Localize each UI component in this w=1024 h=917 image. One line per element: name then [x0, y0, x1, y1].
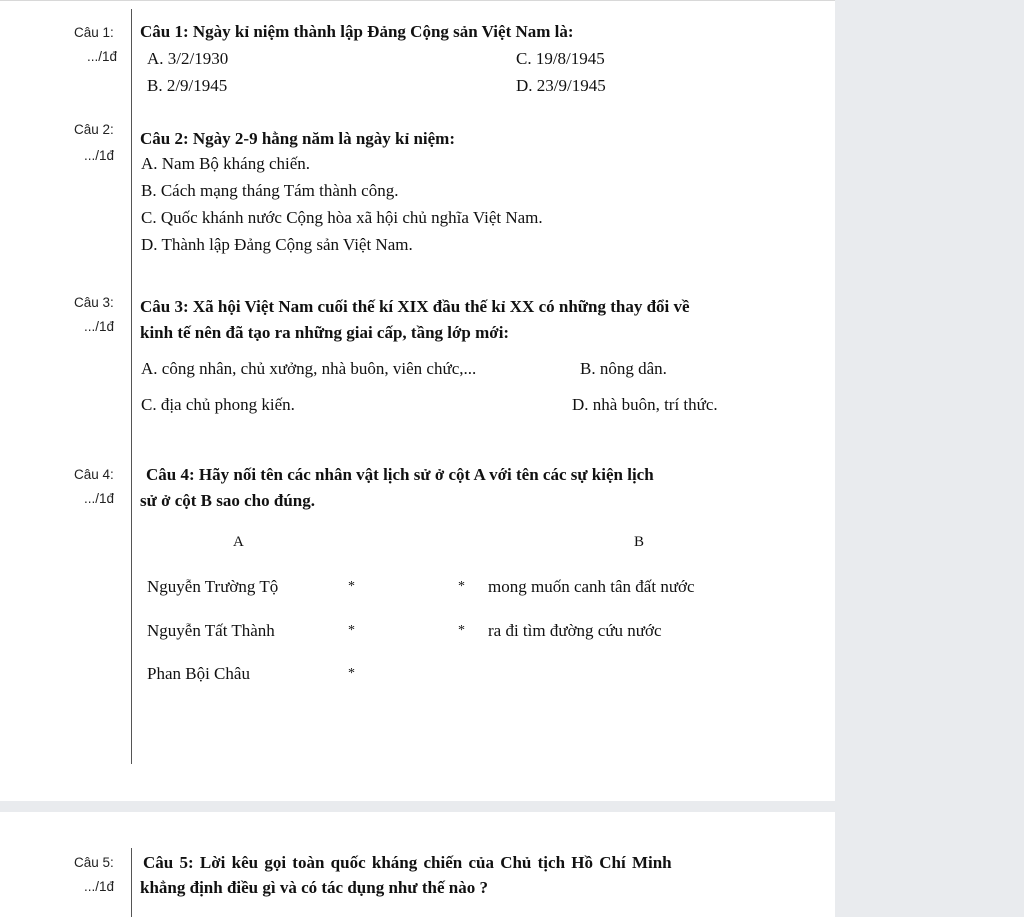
match-point-a1[interactable]: * [348, 579, 355, 594]
q3-number: Câu 3: [74, 295, 114, 310]
margin-line [131, 9, 132, 764]
name-item: Nguyễn Tất Thành [147, 621, 275, 640]
q3-option-d: D. nhà buôn, trí thức. [572, 395, 718, 414]
q5-number: Câu 5: [74, 855, 114, 870]
q4-title-line1: Câu 4: Hãy nối tên các nhân vật lịch sử ở cột A với tên các sự kiện lịch [146, 465, 654, 484]
event-item: ra đi tìm đường cứu nước [488, 621, 662, 640]
column-b-header: B [634, 534, 645, 550]
q1-option-d: D. 23/9/1945 [516, 76, 606, 95]
q3-title-line1: Câu 3: Xã hội Việt Nam cuối thế kí XIX đầu thế kỉ XX có những thay đổi về [140, 297, 690, 316]
q2-option-c: C. Quốc khánh nước Cộng hòa xã hội chủ nghĩa Việt Nam. [141, 208, 543, 227]
q3-option-c: C. địa chủ phong kiến. [141, 395, 295, 414]
q5-score: .../1đ [84, 879, 115, 894]
match-point-a2[interactable]: * [348, 623, 355, 638]
q1-number: Câu 1: [74, 25, 114, 40]
q2-option-a: A. Nam Bộ kháng chiến. [141, 154, 311, 173]
q1-option-a: A. 3/2/1930 [147, 49, 229, 68]
q1-title: Câu 1: Ngày kỉ niệm thành lập Đảng Cộng sản Việt Nam là: [140, 22, 574, 41]
q5-title-line1: Câu 5: Lời kêu gọi toàn quốc kháng chiến của Chủ tịch Hồ Chí Minh [143, 853, 672, 872]
name-item: Phan Bội Châu [147, 664, 250, 683]
q4-number: Câu 4: [74, 467, 114, 482]
q3-score: .../1đ [84, 319, 115, 334]
q3-title-line2: kinh tế nên đã tạo ra những giai cấp, tầng lớp mới: [140, 323, 510, 342]
event-item: mong muốn canh tân đất nước [488, 577, 695, 596]
q1-option-c: C. 19/8/1945 [516, 49, 605, 68]
document-page-2 [0, 812, 835, 917]
q5-title-line2: khẳng định điều gì và có tác dụng như thế nào ? [140, 878, 488, 897]
q3-option-a: A. công nhân, chủ xưởng, nhà buôn, viên chức,... [141, 359, 477, 378]
q1-option-b: B. 2/9/1945 [147, 76, 228, 95]
q4-score: .../1đ [84, 491, 115, 506]
q2-number: Câu 2: [74, 122, 114, 137]
margin-line [131, 848, 132, 917]
q2-title: Câu 2: Ngày 2-9 hằng năm là ngày kỉ niệm: [140, 129, 456, 148]
q2-score: .../1đ [84, 148, 115, 163]
q2-option-b: B. Cách mạng tháng Tám thành công. [141, 181, 399, 200]
q3-option-b: B. nông dân. [580, 359, 667, 378]
q1-score: .../1đ [87, 49, 118, 64]
q4-title-line2: sử ở cột B sao cho đúng. [140, 491, 316, 510]
match-point-b2[interactable]: * [458, 623, 465, 638]
match-point-b1[interactable]: * [458, 579, 465, 594]
match-point-a3[interactable]: * [348, 666, 355, 681]
name-item: Nguyễn Trường Tộ [147, 577, 279, 596]
q2-option-d: D. Thành lập Đảng Cộng sản Việt Nam. [141, 235, 413, 254]
column-a-header: A [233, 534, 244, 550]
